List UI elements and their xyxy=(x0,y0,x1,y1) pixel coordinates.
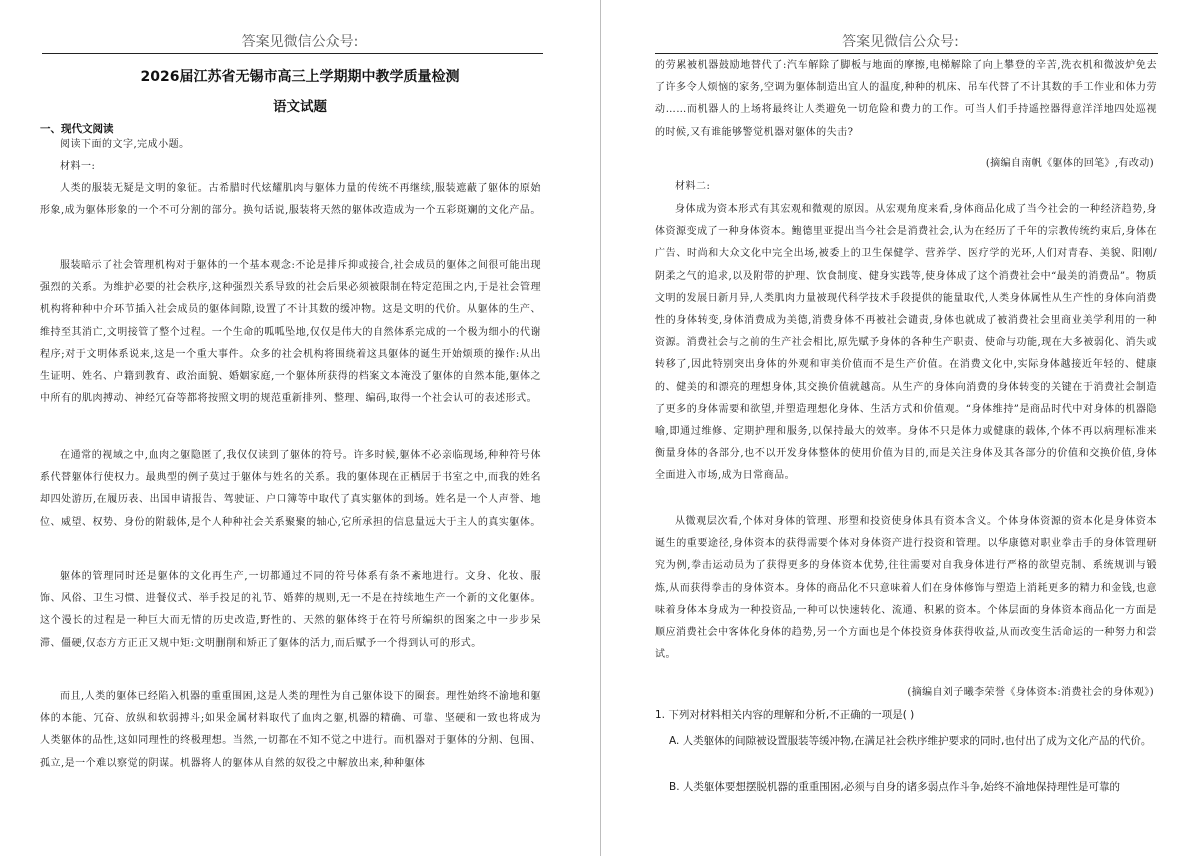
right-page xyxy=(601,0,1200,856)
page-header-watermark: 答案见微信公众号: xyxy=(842,34,959,50)
material-2-label: 材料二: xyxy=(675,181,711,192)
question-1-option-b: B. 人类躯体要想摆脱机器的重重围困,必须与自身的诸多弱点作斗争,始终不渝地保持理性是可靠的 xyxy=(669,781,1121,793)
reading-instruction: 阅读下面的文字,完成小题。 xyxy=(60,139,190,150)
section-heading: 一、现代文阅读 xyxy=(40,123,114,135)
page-header-watermark: 答案见微信公众号: xyxy=(241,34,359,50)
material-2-paragraph-1: 身体成为资本形式有其宏观和微观的原因。从宏观角度来看,身体商品化成了当今社会的一种经济趋势,身体资源变成了一种身体资本。鲍德里亚提出当今社会是消费社会,认为在经历了千年的宗教传统约束后,身体在广告、时尚和大众文化中完全出场,被委上的卫生保健学、营养学、医疗学的光环,人们对青春、美貌、阳刚/阴柔之气的追求,以及附带的护理、饮食制度、健身实践等,使身体成了这个消费社会中“最美的消费品”。物质文明的发展日新月异,人类肌肉力量被现代科学技术手段提供的能量取代,人类身体属性从生产性的身体向消费性的身体转变,身体消费成为美德,消费身体不再被社会谴责,身体也就成了被消费社会里商业美学利用的一种资源。消费社会与之前的生产社会相比,原先赋予身体的各种生产职责、使命与功能,现在大多被弱化、消失或转移了,因此特别突出身体的外观和审美价值而不是生产价值。在消费文化中,实际身体越接近年轻的、健康的、健美的和漂亮的理想身体,其交换价值就越高。从生产的身体向消费的身体转变的关键在于消费社会制造了更多的身体需要和欲望,并塑造理想化身体、生活方式和价值观。“身体维持”是商品时代中对身体的机器隐喻,即通过维修、定期护理和服务,以保持最大的效率。身体不只是体力或健康的载体,个体不再以病理标准来衡量身体的各部分,也不以开发身体整体的使用价值为目的,而是关注身体及其各部分的价值和交换价值,身体全面进入市场,成为日常商品。 xyxy=(655,204,1157,482)
material-1-paragraph-3: 在通常的视域之中,血肉之躯隐匿了,我仅仅读到了躯体的符号。许多时候,躯体不必亲临现场,种种符号体系代替躯体行使权力。最典型的例子莫过于躯体与姓名的关系。我的躯体现在正栖居于书室之中,而我的姓名却四处游历,在履历表、出国申请报告、驾驶证、户口簿等中取代了真实躯体的到场。姓名是一个人声誉、地位、威望、权势、身份的附载体,是个人种种社会关系聚聚的轴心,它所承担的信息量远大于主人的真实躯体。 xyxy=(40,450,541,528)
material-2-paragraph-2: 从微观层次看,个体对身体的管理、形塑和投资使身体具有资本含义。个体身体资源的资本化是身体资本诞生的重要途径,身体资本的获得需要个体对身体资产进行投资和管理。以华康德对职业拳击手的身体管理研究为例,拳击运动员为了获得更多的身体资本优势,往往需要对自我身体进行严格的欲望克制、系统规训与锻炼,从而获得拳击的身体资本。身体的商品化不只意味着人们在身体修饰与塑造上消耗更多的精力和金钱,也意味着身体本身成为一种投资品,一种可以快速转化、流通、积累的资本。个体层面的身体资本商品化一方面是顺应消费社会中客体化身体的趋势,另一个方面也是个体投资身体获得收益,从而改变生活命运的一种努力和尝试。 xyxy=(655,516,1157,661)
material-1-paragraph-1: 人类的服装无疑是文明的象征。古希腊时代炫耀肌肉与躯体力量的传统不再继续,服装遮蔽了躯体的原始形象,成为躯体形象的一个不可分割的部分。换句话说,服装将天然的躯体改造成为一个五彩斑斓的文化产品。 xyxy=(40,183,541,217)
material-2-source: (摘编自刘子曦李荣誉《身体资本:消费社会的身体观》) xyxy=(907,687,1154,698)
material-1-source: (摘编自南帆《躯体的回笔》,有改动) xyxy=(985,158,1154,169)
question-1-stem: 1. 下列对材料相关内容的理解和分析,不正确的一项是( ) xyxy=(655,709,915,721)
header-rule xyxy=(655,53,1158,54)
header-rule xyxy=(42,53,543,54)
material-1-paragraph-2: 服装暗示了社会管理机构对于躯体的一个基本观念:不论是排斥抑或接合,社会成员的躯体之间很可能出现强烈的关系。为维护必要的社会秩序,这种强烈关系导致的社会后果必须被限制在特定范围之内,于是社会管理机构将种种中介环节插入社会成员的躯体间隙,设置了不计其数的缓冲物。这是文明的代价。从躯体的生产、维持至其消亡,文明接管了整个过程。一个生命的呱呱坠地,仅仅是伟大的自然体系完成的一个极为细小的代谢程序;对于文明体系说来,这是一个重大事件。众多的社会机构将围绕着这具躯体的诞生开始烦琐的操作:从出生证明、姓名、户籍到教育、政治面貌、婚姻家庭,一个躯体所获得的档案文本淹没了躯体的自然本能,躯体之中所有的肌肉搏动、神经冗奋等都将按照文明的规范重新排列、整理、编码,取得一个社会认可的表述形式。 xyxy=(40,260,541,405)
document-title: 2026届江苏省无锡市高三上学期期中教学质量检测 xyxy=(140,69,460,85)
material-1-paragraph-5: 而且,人类的躯体已经陷入机器的重重围困,这是人类的理性为自己躯体设下的圈套。理性始终不渝地和躯体的本能、冗奋、放纵和软弱搏斗;如果金属材料取代了血肉之躯,机器的精确、可靠、坚硬和一致也将成为人类躯体的品性,这如同理性的终极理想。当然,一切都在不知不觉之中进行。而机器对于躯体的分割、包围、孤立,是一个难以察觉的阴谋。机器将人的躯体从自然的奴役之中解放出来,种种躯体 xyxy=(40,691,541,769)
material-1-continuation: 的劳累被机器鼓励地替代了:汽车解除了脚板与地面的摩擦,电梯解除了向上攀登的辛苦,洗衣机和微波炉免去了许多令人烦恼的家务,空调为躯体制造出宜人的温度,种种的机床、吊车代替了不计其数的手工作业和体力劳动……而机器人的上场将最终让人类避免一切危险和费力的工作。可当人们手持遥控器得意洋洋地四处巡视的时候,又有谁能够警觉机器对躯体的失击? xyxy=(655,60,1157,138)
material-1-label: 材料一: xyxy=(60,161,96,172)
document-subtitle: 语文试题 xyxy=(273,99,327,115)
question-1-option-a: A. 人类躯体的间隙被设置服装等缓冲物,在满足社会秩序维护要求的同时,也付出了成为文化产品的代价。 xyxy=(669,735,1152,747)
material-1-paragraph-4: 躯体的管理同时还是躯体的文化再生产,一切都通过不同的符号体系有条不紊地进行。文身、化妆、服饰、风俗、卫生习惯、进餐仪式、举手投足的礼节、婚葬的规则,无一不是在持续地生产一个新的文化躯体。这个漫长的过程是一种巨大而无情的历史改造,野性的、天然的躯体终于在符号所编织的图案之中一步步呆滞、僵硬,仅态方方正正又规中矩:文明删削和矫正了躯体的活力,而后赋予一个得到认可的形式。 xyxy=(40,571,541,649)
